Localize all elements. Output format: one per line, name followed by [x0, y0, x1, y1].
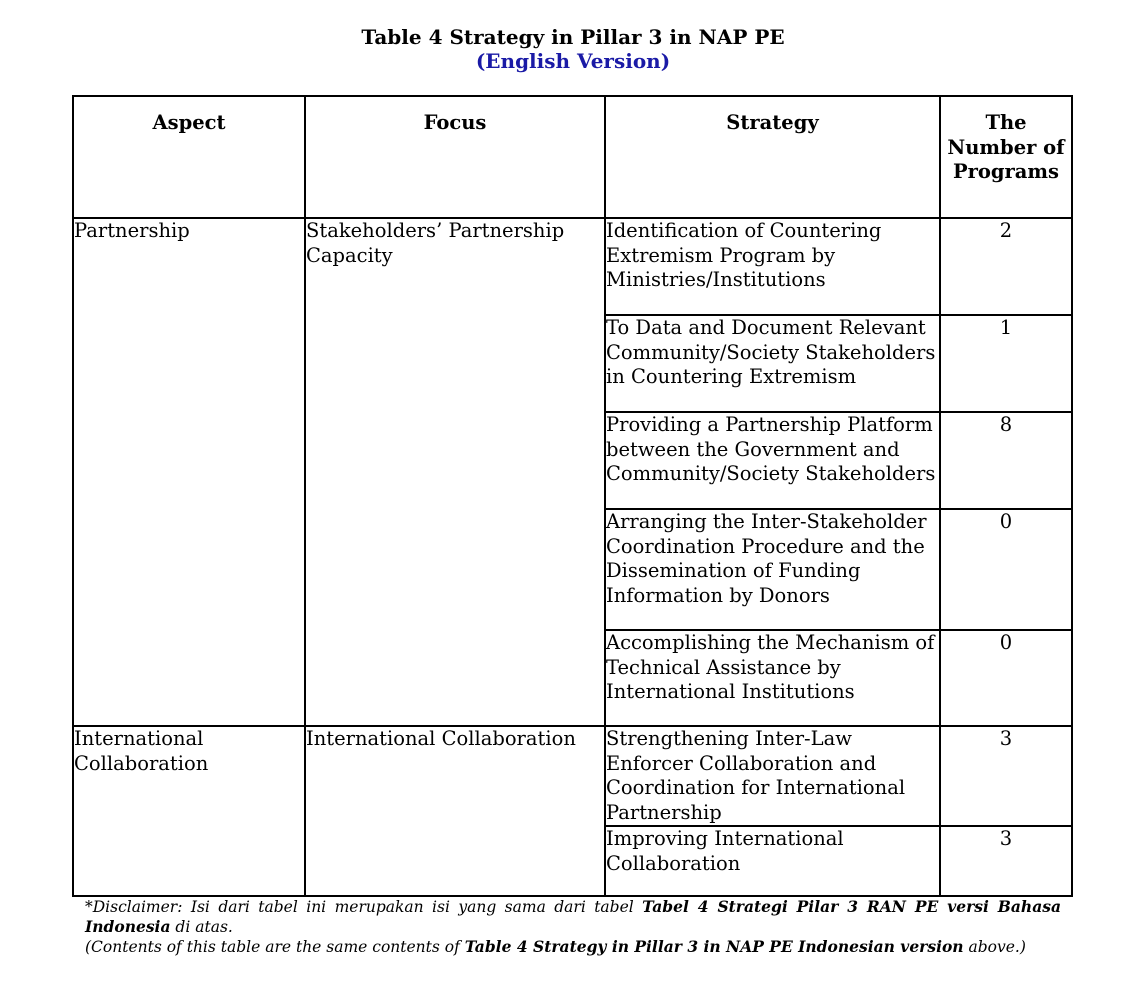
strategy-table — [72, 95, 1073, 897]
strategy-cell: Improving International Collaboration — [605, 826, 940, 896]
strategy-cell: Strengthening Inter-Law Enforcer Collaboration and Coordination for International Partnership — [605, 726, 940, 826]
strategy-cell: Identification of Countering Extremism Program by Ministries/Institutions — [605, 218, 940, 315]
program-count-cell: 3 — [940, 826, 1072, 896]
program-count-cell: 8 — [940, 412, 1072, 509]
table-title: Table 4 Strategy in Pillar 3 in NAP PE — [361, 25, 785, 49]
focus-cell: International Collaboration — [305, 726, 605, 896]
disclaimer-text: above.) — [963, 938, 1026, 956]
disclaimer-line-english — [85, 937, 1061, 957]
aspect-cell: Partnership — [73, 218, 305, 726]
table-row — [73, 726, 1072, 826]
header-focus: Focus — [305, 96, 605, 218]
program-count-cell: 0 — [940, 630, 1072, 726]
focus-cell: Stakeholders’ Partnership Capacity — [305, 218, 605, 726]
program-count-cell: 3 — [940, 726, 1072, 826]
disclaimer-text: (Contents of this table are the same contents of — [85, 938, 465, 956]
header-number-of-programs: The Number of Programs — [940, 96, 1072, 218]
table-subtitle: (English Version) — [475, 49, 671, 73]
disclaimer-table-ref: Tabel 4 Strategi Pilar 3 RAN PE versi Bahasa Indonesia — [85, 897, 1062, 936]
header-strategy: Strategy — [605, 96, 940, 218]
program-count-cell: 0 — [940, 509, 1072, 630]
disclaimer — [85, 897, 1061, 957]
program-count-cell: 2 — [940, 218, 1072, 315]
disclaimer-text: di atas. — [170, 918, 233, 936]
disclaimer-text: *Disclaimer: Isi dari tabel ini merupakan isi yang sama dari tabel — [85, 898, 643, 916]
strategy-cell: Arranging the Inter-Stakeholder Coordination Procedure and the Dissemination of Funding Information by Donors — [605, 509, 940, 630]
program-count-cell: 1 — [940, 315, 1072, 412]
header-row — [73, 96, 1072, 218]
header-aspect: Aspect — [73, 96, 305, 218]
strategy-cell: Accomplishing the Mechanism of Technical Assistance by International Institutions — [605, 630, 940, 726]
strategy-cell: Providing a Partnership Platform between the Government and Community/Society Stakeholders — [605, 412, 940, 509]
aspect-cell: International Collaboration — [73, 726, 305, 896]
strategy-cell: To Data and Document Relevant Community/Society Stakeholders in Countering Extremism — [605, 315, 940, 412]
table-row — [73, 218, 1072, 315]
disclaimer-line-indonesian — [85, 897, 1061, 937]
disclaimer-table-ref: Table 4 Strategy in Pillar 3 in NAP PE Indonesian version — [464, 937, 964, 956]
